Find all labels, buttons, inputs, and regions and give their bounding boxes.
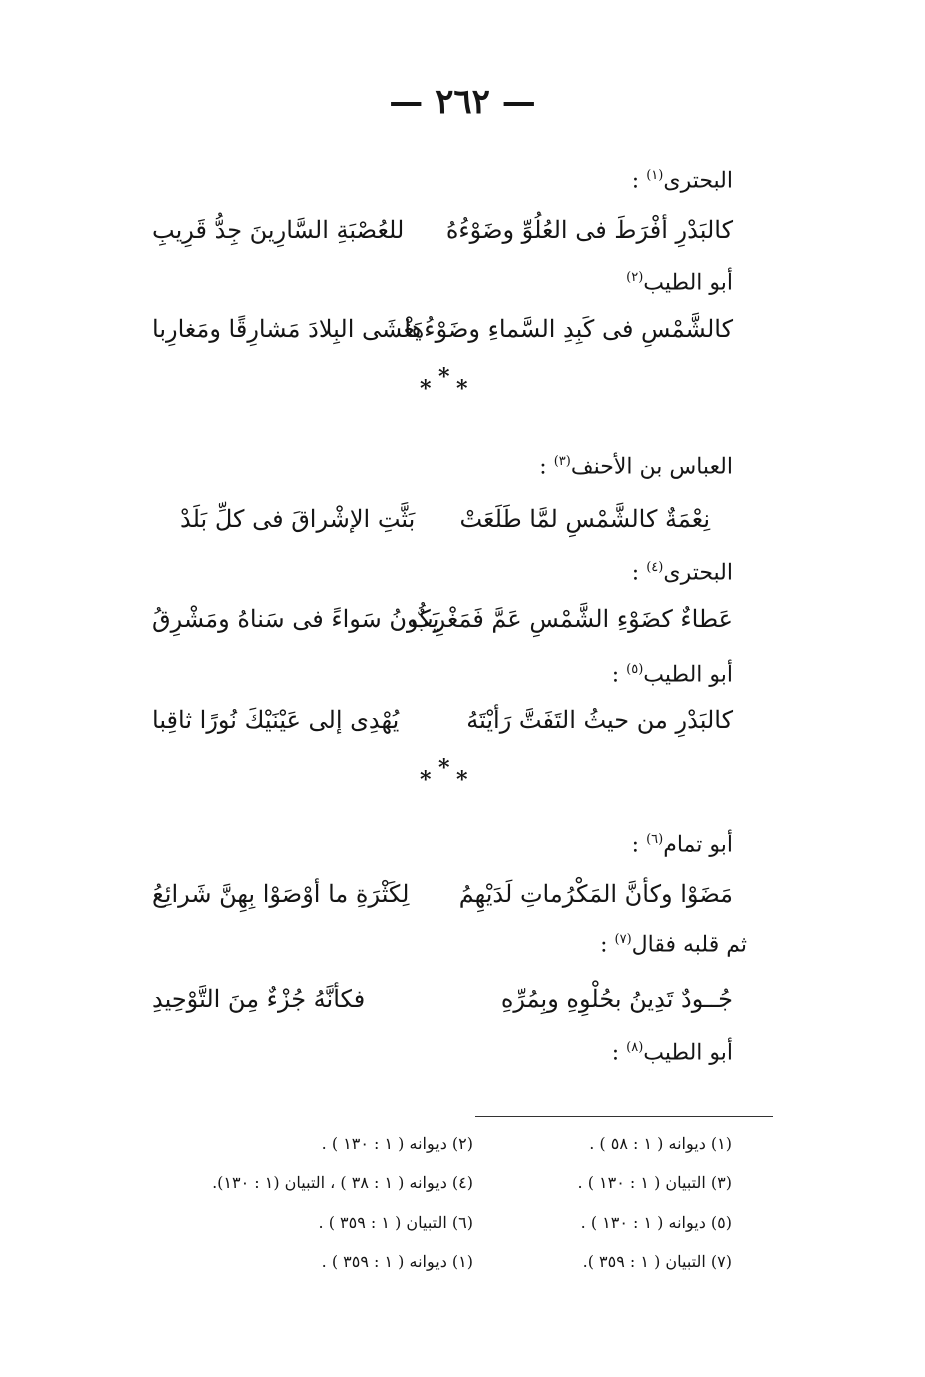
star-glyph: *	[456, 376, 468, 402]
footnote-ref: (٦)	[646, 832, 664, 847]
footnote-ref: (٢)	[626, 270, 644, 285]
footnote: (٦) التبيان ( ١ : ٣٥٩ ) .	[318, 1213, 473, 1232]
star-glyph: *	[420, 767, 432, 793]
star-glyph: *	[420, 376, 432, 402]
poet-name	[612, 662, 733, 687]
star-glyph: *	[438, 364, 450, 390]
poet-name	[600, 932, 747, 957]
colon: :	[611, 1040, 620, 1066]
colon: :	[631, 832, 640, 858]
footnote: (٤) ديوانه ( ١ : ٣٨ ) ، التبيان (١ : ١٣٠).	[212, 1173, 473, 1192]
footnote-ref: (٧)	[614, 932, 632, 947]
verse-first-hemistich: كالبَدْرِ أفْرَطَ فى العُلُوِّ وضَوْءُهُ	[445, 216, 733, 244]
poet-name	[632, 560, 733, 585]
footnote: (٥) ديوانه ( ١ : ١٣٠ ) .	[580, 1213, 732, 1232]
poet-label: العباس بن الأحنف	[570, 454, 733, 480]
verse-second-hemistich: بَثَّتِ الإشْراقَ فى كلِّ بَلَدْ	[180, 505, 416, 533]
verse-first-hemistich: نِعْمَةٌ كالشَّمْسِ لمَّا طَلَعَتْ	[459, 505, 710, 533]
footnote: (٢) ديوانه ( ١ : ١٣٠ ) .	[321, 1134, 473, 1153]
verse-second-hemistich: يَكُونُ سَواءً فى سَناهُ ومَشْرِقُ	[152, 605, 440, 633]
poet-label: البحترى	[663, 560, 733, 586]
poet-label: البحترى	[663, 168, 733, 194]
footnote-ref: (٤)	[646, 560, 664, 575]
poet-label: أبو تمام	[663, 832, 733, 858]
footnote: (١) ديوانه ( ١ : ٣٥٩ ) .	[321, 1252, 473, 1271]
poet-name	[632, 832, 733, 857]
verse-second-hemistich: لِكَثْرَةِ ما أوْصَوْا بِهِنَّ شَرائِعُ	[152, 880, 410, 908]
footnote-ref: (٥)	[626, 662, 644, 677]
poet-label: أبو الطيب	[643, 270, 733, 296]
colon: :	[611, 662, 620, 688]
colon: :	[631, 560, 640, 586]
footnote-ref: (٨)	[626, 1040, 644, 1055]
verse-second-hemistich: للعُصْبَةِ السَّارِينَ جِدُّ قَرِيبِ	[152, 216, 405, 244]
footnote-ref: (٣)	[553, 454, 571, 469]
verse-second-hemistich: يَغْشَى البِلادَ مَشارِقًا ومَغارِبا	[152, 315, 422, 343]
page-number: — ٢٦٢ —	[389, 82, 536, 122]
verse-first-hemistich: كالبَدْرِ من حيثُ التَفَتَّ رَأيْتَهُ	[466, 706, 733, 734]
poet-label: ثم قلبه فقال	[631, 932, 747, 958]
colon: :	[600, 932, 608, 958]
footnote: (١) ديوانه ( ١ : ٥٨ ) .	[589, 1134, 732, 1153]
verse-second-hemistich: فكأنَّهُ جُزْءٌ مِنَ التَّوْحِيدِ	[152, 985, 366, 1013]
verse-first-hemistich: كالشَّمْسِ فى كَبِدِ السَّماءِ وضَوْءُها	[404, 315, 733, 343]
verse-second-hemistich: يُهْدِى إلى عَيْنَيْكَ نُورًا ثاقِبا	[152, 706, 400, 734]
poet-name	[539, 454, 733, 479]
poet-label: أبو الطيب	[643, 662, 733, 688]
verse-first-hemistich: مَضَوْا وكأنَّ المَكْرُماتِ لَدَيْهِمُ	[458, 880, 733, 908]
poet-name	[626, 270, 733, 295]
section-separator-stars	[410, 755, 480, 795]
poet-label: أبو الطيب	[643, 1040, 733, 1066]
footnote: (٧) التبيان ( ١ : ٣٥٩ ).	[582, 1252, 732, 1271]
verse-first-hemistich: جُــودٌ تَدِينُ بحُلْوِهِ وبِمُرِّهِ	[500, 985, 733, 1013]
verse-first-hemistich: عَطاءٌ كضَوْءِ الشَّمْسِ عَمَّ فَمَغْرِبٌ	[411, 605, 733, 633]
footnote: (٣) التبيان ( ١ : ١٣٠ ) .	[577, 1173, 732, 1192]
footnote-divider	[475, 1116, 773, 1117]
poet-name	[612, 1040, 733, 1065]
colon: :	[539, 454, 547, 480]
star-glyph: *	[438, 755, 450, 781]
star-glyph: *	[456, 767, 468, 793]
footnote-ref: (١)	[646, 168, 664, 183]
colon: :	[631, 168, 640, 194]
poet-name	[632, 168, 733, 193]
section-separator-stars	[410, 364, 480, 404]
